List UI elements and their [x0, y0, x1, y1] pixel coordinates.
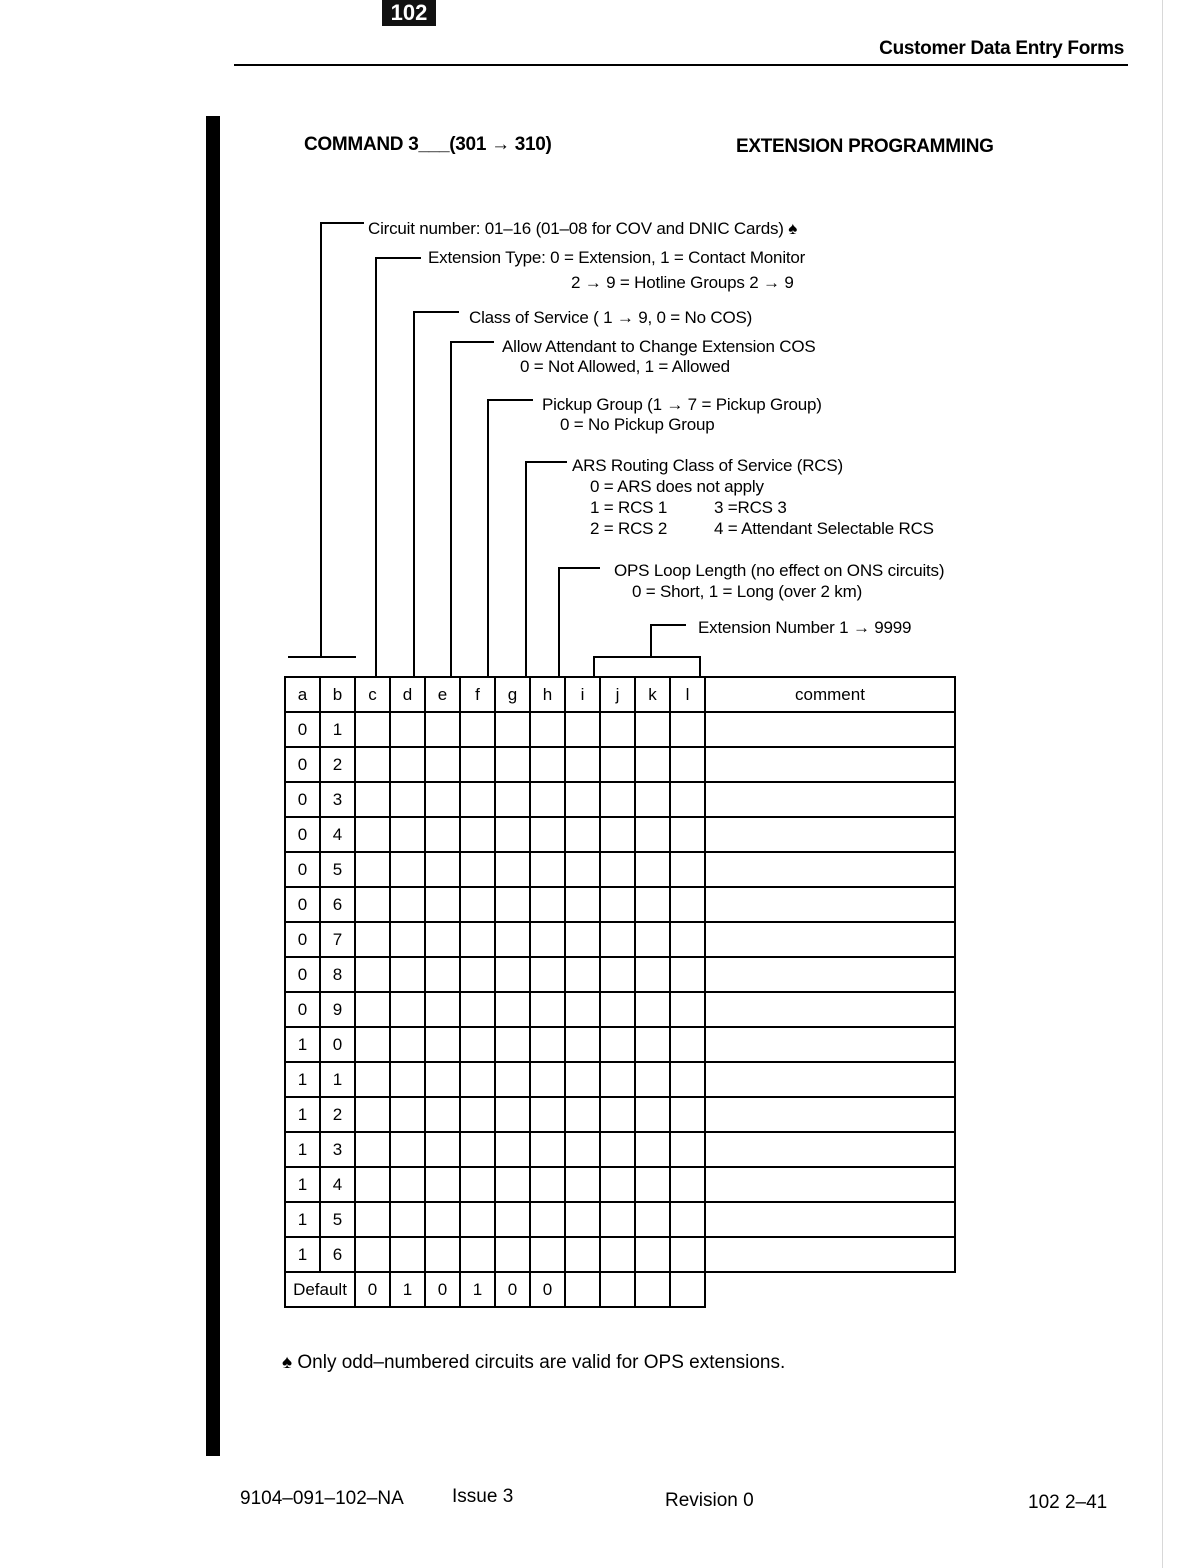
legend-rcs-1: 1 = RCS 1: [590, 498, 668, 517]
change-bar: [206, 116, 220, 1456]
entry-cell-k[interactable]: [635, 1237, 670, 1272]
entry-cell-k[interactable]: [635, 922, 670, 957]
form-title: EXTENSION PROGRAMMING: [736, 136, 994, 157]
entry-cell-l[interactable]: [670, 887, 705, 922]
column-header-comment: comment: [705, 677, 955, 712]
table-row: [285, 712, 955, 747]
comment-cell[interactable]: [705, 1167, 955, 1202]
entry-cell-i[interactable]: [565, 1132, 600, 1167]
legend-ars-rcs: ARS Routing Class of Service (RCS): [572, 456, 843, 475]
table-row: [285, 1237, 955, 1272]
entry-cell-i[interactable]: [565, 1062, 600, 1097]
default-value-d: 1: [390, 1272, 425, 1307]
circuit-digit-b: 5: [320, 852, 355, 887]
entry-cell-j[interactable]: [600, 817, 635, 852]
extension-programming-grid: [284, 676, 956, 1308]
column-header-j: j: [600, 677, 635, 712]
column-header-h: h: [530, 677, 565, 712]
comment-cell[interactable]: [705, 817, 955, 852]
page-number: 102 2–41: [1028, 1492, 1108, 1513]
circuit-digit-b: 6: [320, 1237, 355, 1272]
entry-cell-i[interactable]: [565, 1027, 600, 1062]
circuit-digit-b: 3: [320, 782, 355, 817]
entry-cell-c[interactable]: [355, 992, 390, 1027]
entry-cell-h[interactable]: [530, 957, 565, 992]
entry-cell-d[interactable]: [390, 1167, 425, 1202]
entry-cell-h[interactable]: [530, 922, 565, 957]
revision: Revision 0: [665, 1490, 754, 1511]
entry-cell-k[interactable]: [635, 712, 670, 747]
entry-cell-j[interactable]: [600, 1202, 635, 1237]
default-value-e: 0: [425, 1272, 460, 1307]
entry-cell-g[interactable]: [495, 1097, 530, 1132]
circuit-digit-b: 1: [320, 1062, 355, 1097]
circuit-digit-b: 1: [320, 712, 355, 747]
circuit-digit-a: 1: [285, 1132, 320, 1167]
entry-cell-e[interactable]: [425, 992, 460, 1027]
entry-cell-f[interactable]: [460, 957, 495, 992]
entry-cell-e[interactable]: [425, 1097, 460, 1132]
entry-cell-k[interactable]: [635, 747, 670, 782]
default-value-g: 0: [495, 1272, 530, 1307]
entry-cell-k[interactable]: [635, 957, 670, 992]
entry-cell-c[interactable]: [355, 1062, 390, 1097]
entry-cell-d[interactable]: [390, 747, 425, 782]
entry-cell-l[interactable]: [670, 712, 705, 747]
entry-cell-l[interactable]: [670, 1027, 705, 1062]
entry-cell-l[interactable]: [670, 747, 705, 782]
default-value-c: 0: [355, 1272, 390, 1307]
entry-cell-h[interactable]: [530, 1202, 565, 1237]
entry-cell-i[interactable]: [565, 1202, 600, 1237]
column-header-e: e: [425, 677, 460, 712]
comment-cell[interactable]: [705, 1062, 955, 1097]
entry-cell-l[interactable]: [670, 957, 705, 992]
entry-cell-i[interactable]: [565, 922, 600, 957]
default-value-f: 1: [460, 1272, 495, 1307]
entry-cell-e[interactable]: [425, 1027, 460, 1062]
entry-cell-g[interactable]: [495, 1202, 530, 1237]
comment-cell[interactable]: [705, 1237, 955, 1272]
entry-cell-f[interactable]: [460, 1237, 495, 1272]
entry-cell-e[interactable]: [425, 817, 460, 852]
legend-ars-0: 0 = ARS does not apply: [590, 477, 764, 496]
comment-cell[interactable]: [705, 712, 955, 747]
circuit-digit-b: 4: [320, 1167, 355, 1202]
entry-cell-g[interactable]: [495, 922, 530, 957]
entry-cell-c[interactable]: [355, 1167, 390, 1202]
entry-cell-f[interactable]: [460, 992, 495, 1027]
entry-cell-l[interactable]: [670, 1167, 705, 1202]
legend-pickup-group: Pickup Group (1 → 7 = Pickup Group): [542, 395, 822, 414]
circuit-digit-a: 0: [285, 817, 320, 852]
entry-cell-l[interactable]: [670, 1062, 705, 1097]
entry-cell-j[interactable]: [600, 1132, 635, 1167]
entry-cell-d[interactable]: [390, 712, 425, 747]
table-row: [285, 852, 955, 887]
default-value-i: [565, 1272, 600, 1307]
entry-cell-k[interactable]: [635, 1167, 670, 1202]
entry-cell-d[interactable]: [390, 1062, 425, 1097]
entry-cell-c[interactable]: [355, 1202, 390, 1237]
entry-cell-g[interactable]: [495, 957, 530, 992]
entry-cell-c[interactable]: [355, 712, 390, 747]
entry-cell-g[interactable]: [495, 782, 530, 817]
entry-cell-i[interactable]: [565, 1167, 600, 1202]
circuit-digit-a: 0: [285, 747, 320, 782]
entry-cell-i[interactable]: [565, 887, 600, 922]
entry-cell-j[interactable]: [600, 887, 635, 922]
entry-cell-i[interactable]: [565, 817, 600, 852]
entry-cell-f[interactable]: [460, 922, 495, 957]
entry-cell-f[interactable]: [460, 1132, 495, 1167]
entry-cell-j[interactable]: [600, 1027, 635, 1062]
entry-cell-c[interactable]: [355, 1027, 390, 1062]
entry-cell-g[interactable]: [495, 1237, 530, 1272]
circuit-digit-a: 0: [285, 957, 320, 992]
entry-cell-e[interactable]: [425, 712, 460, 747]
comment-cell[interactable]: [705, 852, 955, 887]
circuit-digit-a: 0: [285, 712, 320, 747]
grid-header-row: [285, 677, 955, 712]
circuit-digit-a: 1: [285, 1062, 320, 1097]
table-row: [285, 957, 955, 992]
entry-cell-f[interactable]: [460, 817, 495, 852]
running-header: Customer Data Entry Forms: [879, 38, 1124, 59]
table-row: [285, 992, 955, 1027]
circuit-digit-a: 1: [285, 1027, 320, 1062]
circuit-digit-b: 9: [320, 992, 355, 1027]
circuit-digit-a: 0: [285, 922, 320, 957]
header-rule: [234, 64, 1128, 66]
section-tab-badge: 102: [382, 0, 436, 26]
table-row: [285, 1167, 955, 1202]
entry-cell-f[interactable]: [460, 1062, 495, 1097]
default-value-k: [635, 1272, 670, 1307]
column-header-d: d: [390, 677, 425, 712]
entry-cell-f[interactable]: [460, 887, 495, 922]
command-title: COMMAND 3___(301 → 310): [304, 134, 552, 155]
circuit-digit-a: 0: [285, 852, 320, 887]
entry-cell-d[interactable]: [390, 782, 425, 817]
circuit-digit-a: 0: [285, 887, 320, 922]
entry-cell-e[interactable]: [425, 922, 460, 957]
legend-rcs-4: 4 = Attendant Selectable RCS: [714, 519, 934, 538]
entry-cell-g[interactable]: [495, 1167, 530, 1202]
entry-cell-c[interactable]: [355, 852, 390, 887]
entry-cell-f[interactable]: [460, 712, 495, 747]
circuit-digit-a: 1: [285, 1202, 320, 1237]
circuit-digit-b: 2: [320, 747, 355, 782]
entry-cell-l[interactable]: [670, 1237, 705, 1272]
column-header-c: c: [355, 677, 390, 712]
entry-cell-k[interactable]: [635, 782, 670, 817]
legend-ops-loop-length: OPS Loop Length (no effect on ONS circuits): [614, 561, 945, 580]
entry-cell-k[interactable]: [635, 1027, 670, 1062]
entry-cell-j[interactable]: [600, 1167, 635, 1202]
entry-cell-f[interactable]: [460, 782, 495, 817]
entry-cell-j[interactable]: [600, 852, 635, 887]
entry-cell-g[interactable]: [495, 887, 530, 922]
entry-cell-h[interactable]: [530, 852, 565, 887]
circuit-digit-b: 6: [320, 887, 355, 922]
table-row: [285, 922, 955, 957]
legend-extension-type: Extension Type: 0 = Extension, 1 = Contact Monitor: [428, 248, 806, 267]
entry-cell-d[interactable]: [390, 1237, 425, 1272]
entry-cell-c[interactable]: [355, 887, 390, 922]
entry-cell-j[interactable]: [600, 922, 635, 957]
comment-cell[interactable]: [705, 1027, 955, 1062]
comment-cell[interactable]: [705, 782, 955, 817]
entry-cell-g[interactable]: [495, 992, 530, 1027]
entry-cell-d[interactable]: [390, 887, 425, 922]
table-row: [285, 1027, 955, 1062]
entry-cell-j[interactable]: [600, 1097, 635, 1132]
circuit-digit-a: 1: [285, 1167, 320, 1202]
entry-cell-c[interactable]: [355, 747, 390, 782]
entry-cell-c[interactable]: [355, 922, 390, 957]
column-header-g: g: [495, 677, 530, 712]
comment-cell[interactable]: [705, 887, 955, 922]
entry-cell-h[interactable]: [530, 992, 565, 1027]
legend-ops-values: 0 = Short, 1 = Long (over 2 km): [632, 582, 863, 601]
entry-cell-k[interactable]: [635, 992, 670, 1027]
default-label: Default: [285, 1272, 355, 1307]
table-row: [285, 1062, 955, 1097]
entry-cell-i[interactable]: [565, 852, 600, 887]
table-row: [285, 1132, 955, 1167]
entry-cell-h[interactable]: [530, 887, 565, 922]
default-value-l: [670, 1272, 705, 1307]
entry-cell-l[interactable]: [670, 852, 705, 887]
legend-attendant-change-cos: Allow Attendant to Change Extension COS: [502, 337, 816, 356]
entry-cell-g[interactable]: [495, 817, 530, 852]
entry-cell-k[interactable]: [635, 887, 670, 922]
entry-cell-e[interactable]: [425, 1202, 460, 1237]
table-row: [285, 817, 955, 852]
legend-attendant-values: 0 = Not Allowed, 1 = Allowed: [520, 357, 730, 376]
entry-cell-d[interactable]: [390, 922, 425, 957]
entry-cell-i[interactable]: [565, 747, 600, 782]
entry-cell-d[interactable]: [390, 1202, 425, 1237]
comment-cell[interactable]: [705, 747, 955, 782]
entry-cell-e[interactable]: [425, 1237, 460, 1272]
table-row: [285, 1097, 955, 1132]
default-value-h: 0: [530, 1272, 565, 1307]
entry-cell-h[interactable]: [530, 1062, 565, 1097]
circuit-digit-a: 1: [285, 1237, 320, 1272]
entry-cell-j[interactable]: [600, 782, 635, 817]
legend-circuit-number: Circuit number: 01–16 (01–08 for COV and DNIC Cards) ♠: [368, 219, 798, 238]
column-header-f: f: [460, 677, 495, 712]
entry-cell-h[interactable]: [530, 1167, 565, 1202]
column-header-l: l: [670, 677, 705, 712]
circuit-digit-b: 0: [320, 1027, 355, 1062]
entry-cell-k[interactable]: [635, 852, 670, 887]
issue: Issue 3: [452, 1486, 514, 1507]
default-row: [285, 1272, 955, 1307]
legend-no-pickup: 0 = No Pickup Group: [560, 415, 715, 434]
entry-cell-l[interactable]: [670, 782, 705, 817]
entry-cell-d[interactable]: [390, 992, 425, 1027]
entry-cell-c[interactable]: [355, 817, 390, 852]
entry-cell-h[interactable]: [530, 1237, 565, 1272]
circuit-digit-b: 3: [320, 1132, 355, 1167]
entry-cell-l[interactable]: [670, 992, 705, 1027]
entry-cell-l[interactable]: [670, 1202, 705, 1237]
entry-cell-h[interactable]: [530, 782, 565, 817]
entry-cell-h[interactable]: [530, 747, 565, 782]
table-row: [285, 887, 955, 922]
footnote: ♠ Only odd–numbered circuits are valid for OPS extensions.: [282, 1352, 786, 1373]
entry-cell-k[interactable]: [635, 1132, 670, 1167]
entry-cell-h[interactable]: [530, 817, 565, 852]
entry-cell-d[interactable]: [390, 852, 425, 887]
comment-cell[interactable]: [705, 922, 955, 957]
entry-cell-e[interactable]: [425, 747, 460, 782]
entry-cell-f[interactable]: [460, 1167, 495, 1202]
entry-cell-f[interactable]: [460, 1027, 495, 1062]
entry-cell-c[interactable]: [355, 1132, 390, 1167]
entry-cell-g[interactable]: [495, 1132, 530, 1167]
comment-cell[interactable]: [705, 992, 955, 1027]
legend-rcs-3: 3 =RCS 3: [714, 498, 787, 517]
legend-class-of-service: Class of Service ( 1 → 9, 0 = No COS): [469, 308, 753, 327]
entry-cell-e[interactable]: [425, 957, 460, 992]
column-header-k: k: [635, 677, 670, 712]
entry-cell-l[interactable]: [670, 1132, 705, 1167]
entry-cell-j[interactable]: [600, 1062, 635, 1097]
legend-extension-number: Extension Number 1 → 9999: [698, 618, 912, 637]
entry-cell-l[interactable]: [670, 922, 705, 957]
entry-cell-i[interactable]: [565, 1097, 600, 1132]
entry-cell-j[interactable]: [600, 712, 635, 747]
scan-edge: [1162, 0, 1163, 1568]
default-value-j: [600, 1272, 635, 1307]
table-row: [285, 782, 955, 817]
entry-cell-i[interactable]: [565, 712, 600, 747]
entry-cell-i[interactable]: [565, 957, 600, 992]
entry-cell-g[interactable]: [495, 1062, 530, 1097]
circuit-digit-b: 2: [320, 1097, 355, 1132]
legend-rcs-2: 2 = RCS 2: [590, 519, 668, 538]
column-header-b: b: [320, 677, 355, 712]
entry-cell-e[interactable]: [425, 782, 460, 817]
entry-cell-f[interactable]: [460, 852, 495, 887]
entry-cell-i[interactable]: [565, 1237, 600, 1272]
comment-cell[interactable]: [705, 1132, 955, 1167]
column-header-a: a: [285, 677, 320, 712]
entry-cell-k[interactable]: [635, 1062, 670, 1097]
entry-cell-c[interactable]: [355, 1097, 390, 1132]
default-comment-blank: [705, 1272, 955, 1307]
entry-cell-e[interactable]: [425, 852, 460, 887]
entry-cell-f[interactable]: [460, 747, 495, 782]
entry-cell-e[interactable]: [425, 887, 460, 922]
comment-cell[interactable]: [705, 957, 955, 992]
entry-cell-j[interactable]: [600, 1237, 635, 1272]
entry-cell-c[interactable]: [355, 782, 390, 817]
entry-cell-h[interactable]: [530, 1097, 565, 1132]
circuit-digit-b: 4: [320, 817, 355, 852]
entry-cell-k[interactable]: [635, 817, 670, 852]
entry-cell-d[interactable]: [390, 1097, 425, 1132]
circuit-digit-b: 8: [320, 957, 355, 992]
table-row: [285, 747, 955, 782]
entry-cell-k[interactable]: [635, 1097, 670, 1132]
entry-cell-e[interactable]: [425, 1062, 460, 1097]
entry-cell-c[interactable]: [355, 1237, 390, 1272]
entry-cell-l[interactable]: [670, 817, 705, 852]
entry-cell-k[interactable]: [635, 1202, 670, 1237]
entry-cell-h[interactable]: [530, 1132, 565, 1167]
column-header-i: i: [565, 677, 600, 712]
entry-cell-c[interactable]: [355, 957, 390, 992]
entry-cell-d[interactable]: [390, 1132, 425, 1167]
entry-cell-f[interactable]: [460, 1202, 495, 1237]
circuit-digit-a: 1: [285, 1097, 320, 1132]
entry-cell-h[interactable]: [530, 712, 565, 747]
entry-cell-i[interactable]: [565, 782, 600, 817]
comment-cell[interactable]: [705, 1202, 955, 1237]
entry-cell-e[interactable]: [425, 1167, 460, 1202]
entry-cell-g[interactable]: [495, 712, 530, 747]
entry-cell-d[interactable]: [390, 817, 425, 852]
table-row: [285, 1202, 955, 1237]
entry-cell-l[interactable]: [670, 1097, 705, 1132]
entry-cell-g[interactable]: [495, 852, 530, 887]
entry-cell-i[interactable]: [565, 992, 600, 1027]
circuit-digit-b: 5: [320, 1202, 355, 1237]
entry-cell-j[interactable]: [600, 957, 635, 992]
circuit-digit-a: 0: [285, 782, 320, 817]
entry-cell-j[interactable]: [600, 992, 635, 1027]
entry-cell-g[interactable]: [495, 747, 530, 782]
entry-cell-d[interactable]: [390, 957, 425, 992]
entry-cell-e[interactable]: [425, 1132, 460, 1167]
doc-number: 9104–091–102–NA: [240, 1488, 404, 1509]
entry-cell-g[interactable]: [495, 1027, 530, 1062]
circuit-digit-a: 0: [285, 992, 320, 1027]
circuit-digit-b: 7: [320, 922, 355, 957]
legend-hotline-groups: 2 → 9 = Hotline Groups 2 → 9: [571, 273, 794, 292]
comment-cell[interactable]: [705, 1097, 955, 1132]
entry-cell-h[interactable]: [530, 1027, 565, 1062]
entry-cell-d[interactable]: [390, 1027, 425, 1062]
entry-cell-f[interactable]: [460, 1097, 495, 1132]
entry-cell-j[interactable]: [600, 747, 635, 782]
